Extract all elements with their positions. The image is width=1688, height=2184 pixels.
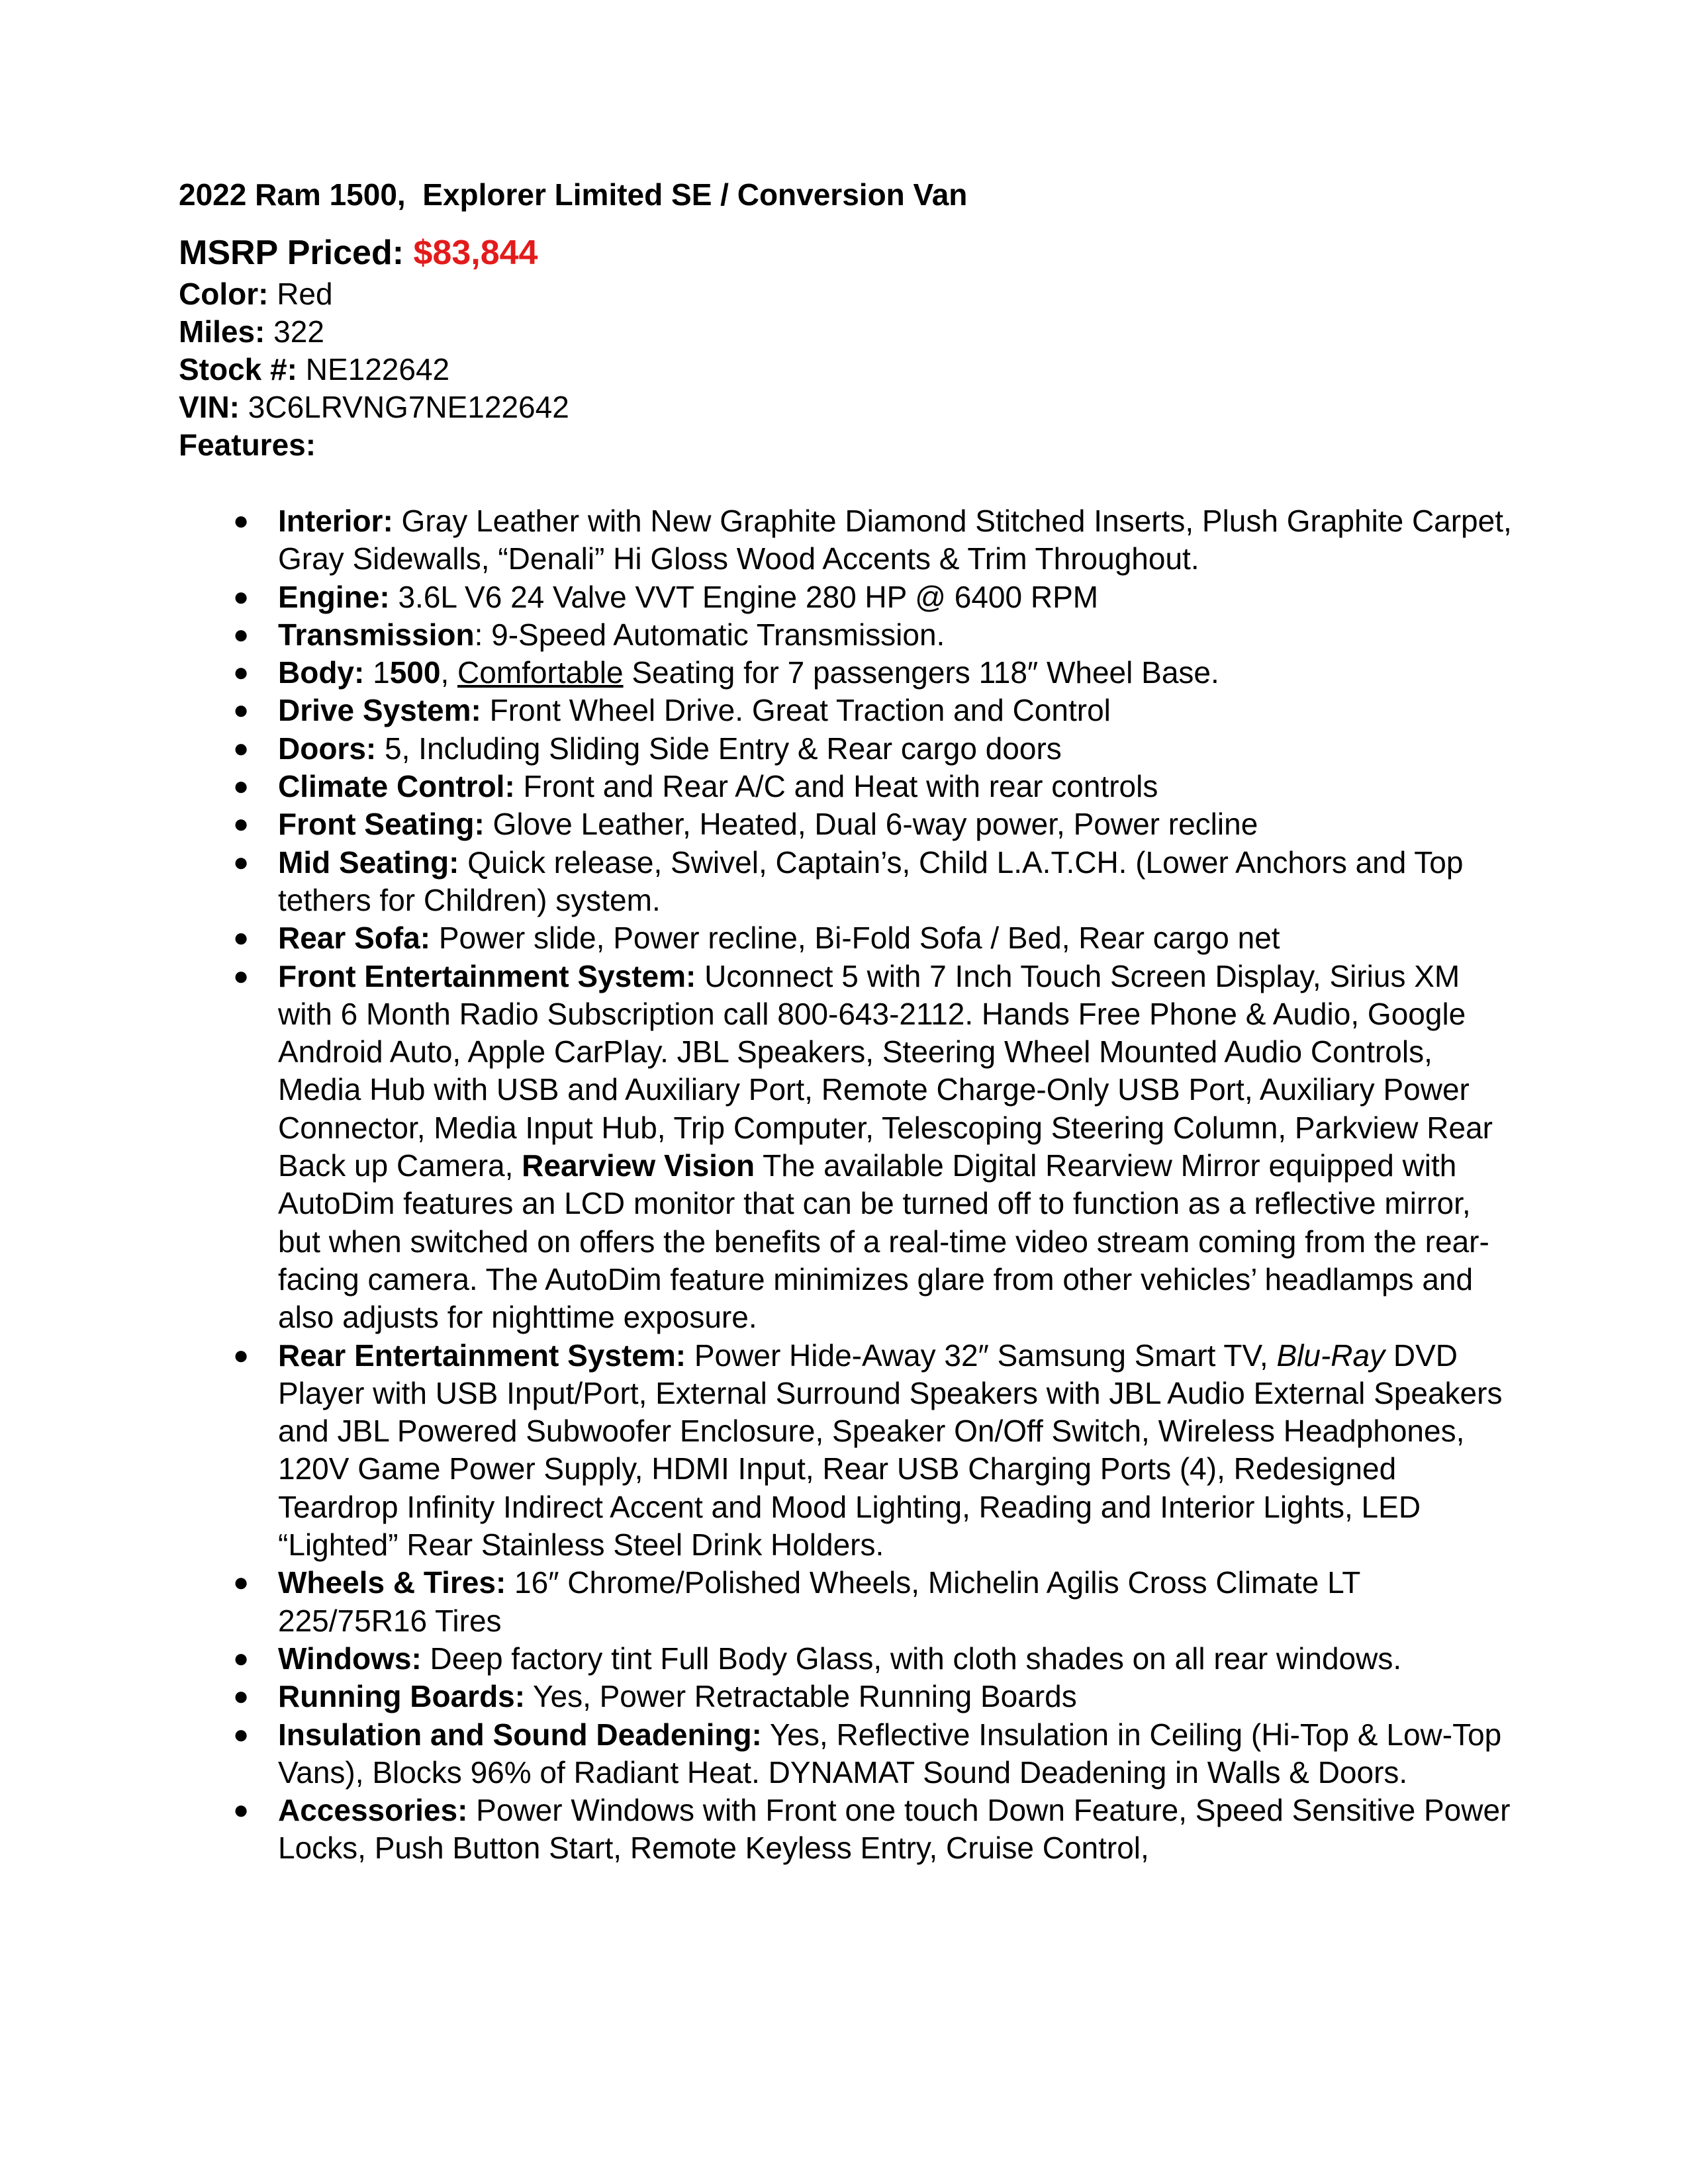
document-title: 2022 Ram 1500, Explorer Limited SE / Conversion Van [179,177,968,212]
feature-doors [179,730,1516,768]
feature-front-entertainment [179,958,1516,1337]
spec-stock [179,351,1516,388]
spec-color [179,275,1516,313]
feature-label: Rear Entertainment System: [278,1338,686,1373]
msrp-label: MSRP Priced: [179,234,414,272]
features-heading: Features: [179,428,316,462]
feature-text: Gray Leather with New Graphite Diamond Stitched Inserts, Plush Graphite Carpet, Gray Sidewalls, “Denali” Hi Gloss Wood Accents & Trim Throughout. [278,504,1512,576]
feature-windows [179,1640,1516,1678]
bullet-icon: ● [233,1568,250,1598]
bullet-icon: ● [233,1796,250,1825]
feature-label: Accessories: [278,1793,468,1828]
feature-text-pre: 1 [364,655,390,690]
feature-running-boards [179,1678,1516,1715]
feature-text: Glove Leather, Heated, Dual 6-way power, Power recline [484,807,1258,842]
spec-color-value: Red [268,277,333,311]
spec-vin [179,388,1516,426]
spec-miles [179,313,1516,351]
feature-label: Transmission [278,617,475,652]
feature-label: Wheels & Tires: [278,1565,506,1600]
bullet-icon: ● [233,923,250,953]
feature-text: 3.6L V6 24 Valve VVT Engine 280 HP @ 6400 RPM [389,579,1099,614]
bullet-icon: ● [233,658,250,688]
feature-text: Yes, Reflective Insulation in Ceiling (Hi-Top & Low-Top Vans), Blocks 96% of Radiant Heat. DYNAMAT Sound Deadening in Walls & Doors. [278,1717,1502,1790]
feature-text: : 9-Speed Automatic Transmission. [474,617,945,652]
feature-text: Power Windows with Front one touch Down Feature, Speed Sensitive Power Locks, Push Button Start, Remote Keyless Entry, Cruise Control, [278,1793,1511,1866]
msrp-price: $83,844 [413,234,538,272]
bullet-icon: ● [233,809,250,839]
feature-climate-control [179,768,1516,805]
bullet-icon: ● [233,847,250,877]
feature-label: Front Entertainment System: [278,958,696,993]
feature-text-italic: Blu-Ray [1276,1338,1385,1373]
feature-text: Deep factory tint Full Body Glass, with cloth shades on all rear windows. [421,1641,1402,1676]
bullet-icon: ● [233,582,250,612]
feature-label: Doors: [278,731,377,766]
feature-label: Interior: [278,504,393,538]
feature-mid-seating [179,844,1516,920]
bullet-icon: ● [233,961,250,991]
spec-miles-value: 322 [265,314,324,349]
feature-text: 5, Including Sliding Side Entry & Rear cargo doors [376,731,1062,766]
feature-rear-entertainment [179,1337,1516,1565]
feature-label: Insulation and Sound Deadening: [278,1717,762,1752]
feature-rear-sofa [179,919,1516,957]
feature-accessories [179,1792,1516,1868]
feature-text-bold: 500 [389,655,441,690]
feature-text: Yes, Power Retractable Running Boards [525,1679,1077,1714]
spec-stock-value: NE122642 [297,352,450,387]
feature-transmission [179,616,1516,654]
document-page [179,173,1516,1868]
bullet-icon: ● [233,696,250,725]
bullet-icon: ● [233,1340,250,1370]
feature-drive-system [179,692,1516,729]
feature-label: Engine: [278,579,390,614]
spec-stock-label: Stock #: [179,352,297,387]
feature-label: Rear Sofa: [278,921,431,956]
feature-front-seating [179,805,1516,843]
feature-text: Seating for 7 passengers 118″ Wheel Base. [623,655,1219,690]
feature-wheels-tires [179,1564,1516,1640]
bullet-icon: ● [233,1643,250,1673]
feature-text-bold: Rearview Vision [522,1148,755,1183]
bullet-icon: ● [233,1682,250,1711]
feature-label: Running Boards: [278,1679,526,1714]
feature-label: Windows: [278,1641,422,1676]
feature-text: Uconnect 5 with 7 Inch Touch Screen Display, Sirius XM with 6 Month Radio Subscription call 800-643-2112. Hands Free Phone & Audio, Google Android Auto, Apple CarPlay. JBL Speakers, Steering Wheel Mounted Audio Controls, Media Hub with USB and Auxiliary Port, Remote Charge-Only USB Port, Auxiliary Power Connector, Media Input Hub, Trip Computer, Telescoping Steering Column, Parkview Rear Back up Camera, [278,958,1493,1183]
feature-text: 16″ Chrome/Polished Wheels, Michelin Agilis Cross Climate LT 225/75R16 Tires [278,1565,1360,1638]
spec-vin-value: 3C6LRVNG7NE122642 [240,390,569,424]
bullet-icon: ● [233,772,250,801]
feature-text-underline: Comfortable [457,655,624,690]
feature-text: Front and Rear A/C and Heat with rear controls [514,769,1158,804]
feature-insulation [179,1716,1516,1792]
feature-text-mid: , [440,655,458,690]
feature-body [179,654,1516,692]
bullet-icon: ● [233,619,250,649]
feature-text: Front Wheel Drive. Great Traction and Control [481,693,1111,728]
spec-miles-label: Miles: [179,314,265,349]
feature-label: Body: [278,655,365,690]
feature-text-2: The available Digital Rearview Mirror equipped with AutoDim features an LCD monitor that can be turned off to function as a reflective mirror, but when switched on offers the benefits of a real-time video stream coming from the rear-facing camera. The AutoDim feature minimizes glare from other vehicles’ headlamps and also adjusts for nighttime exposure. [278,1148,1489,1335]
feature-text: Power slide, Power recline, Bi-Fold Sofa / Bed, Rear cargo net [430,921,1280,956]
spec-vin-label: VIN: [179,390,240,424]
bullet-icon: ● [233,733,250,763]
feature-label: Drive System: [278,693,481,728]
feature-text-2: DVD Player with USB Input/Port, External Surround Speakers with JBL Audio External Speakers and JBL Powered Subwoofer Enclosure, Speaker On/Off Switch, Wireless Headphones, 120V Game Power Supply, HDMI Input, Rear USB Charging Ports (4), Redesigned Teardrop Infinity Indirect Accent and Mood Lighting, Reading and Interior Lights, LED “Lighted” Rear Stainless Steel Drink Holders. [278,1338,1503,1563]
features-list [179,502,1516,1868]
bullet-icon: ● [233,506,250,535]
feature-label: Mid Seating: [278,844,459,880]
msrp-line [179,230,1516,275]
feature-interior [179,502,1516,578]
spec-color-label: Color: [179,277,269,311]
feature-text: Power Hide-Away 32″ Samsung Smart TV, [686,1338,1277,1373]
bullet-icon: ● [233,1719,250,1749]
feature-label: Climate Control: [278,769,515,804]
feature-text: Quick release, Swivel, Captain’s, Child L.A.T.CH. (Lower Anchors and Top tethers for Children) system. [278,844,1464,917]
feature-engine [179,578,1516,616]
feature-label: Front Seating: [278,807,485,842]
